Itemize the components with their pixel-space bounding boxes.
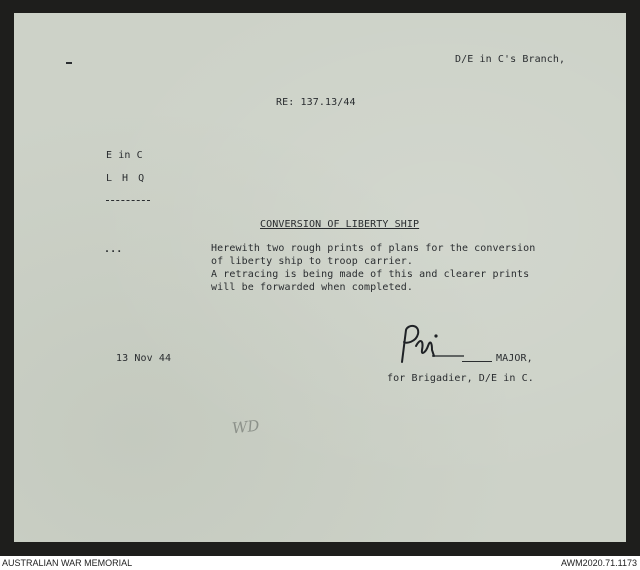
handwritten-signature [396, 322, 466, 368]
addressee-line-1: E in C [106, 150, 143, 161]
reference-number: RE: 137.13/44 [276, 97, 356, 108]
body-line-3: A retracing is being made of this and clearer prints [211, 269, 530, 280]
addressee-underline [106, 200, 150, 201]
rank: MAJOR, [496, 353, 533, 364]
document-title: CONVERSION OF LIBERTY SHIP [260, 219, 420, 230]
branch-heading: D/E in C's Branch, [455, 54, 566, 65]
footer-bar [0, 556, 640, 570]
signature-line [462, 361, 492, 362]
addressee-line-2: L H Q [106, 173, 147, 184]
body-line-4: will be forwarded when completed. [211, 282, 413, 293]
body-line-2: of liberty ship to troop carrier. [211, 256, 413, 267]
footer-institution: AUSTRALIAN WAR MEMORIAL [2, 558, 133, 568]
footer-accession-number: AWM2020.71.1173 [560, 558, 637, 568]
stray-mark [66, 62, 72, 64]
signature-block: for Brigadier, D/E in C. [387, 373, 534, 384]
body-line-1: Herewith two rough prints of plans for the conversion [211, 243, 536, 254]
pencil-annotation: WD [231, 416, 261, 438]
date: 13 Nov 44 [116, 353, 172, 364]
side-mark: ... [104, 244, 123, 255]
